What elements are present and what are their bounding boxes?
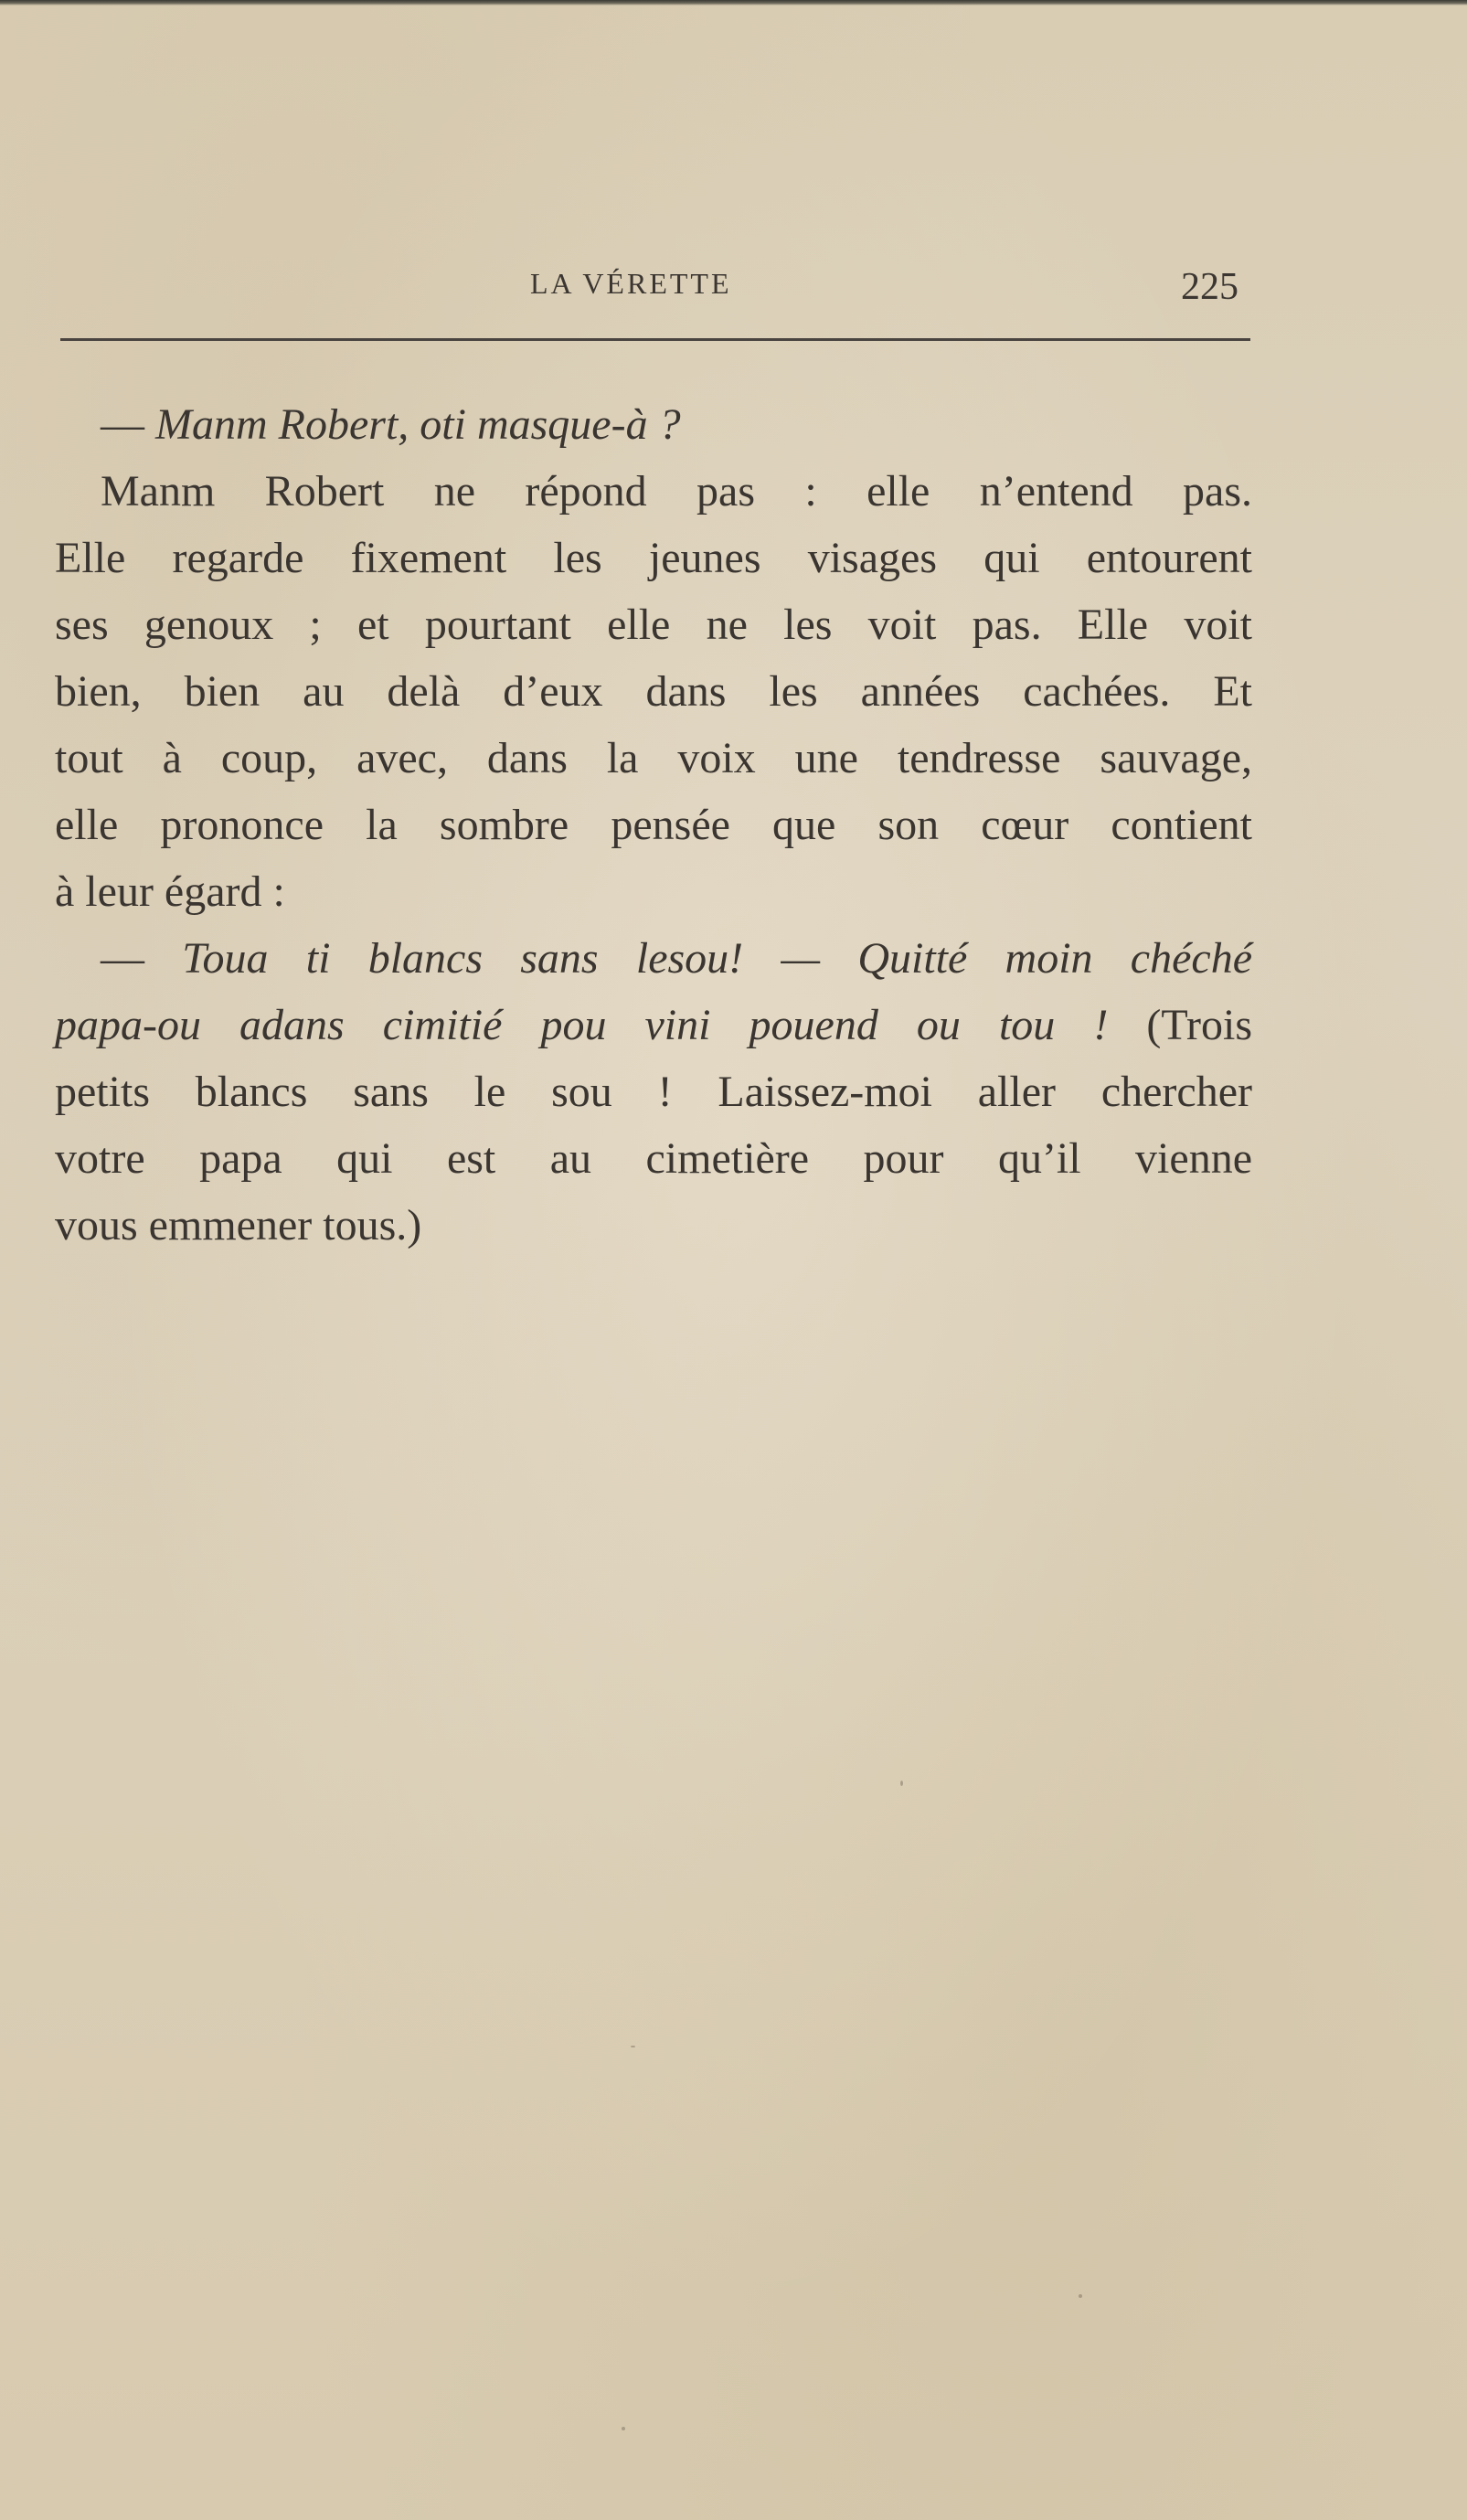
dialogue-dash: — bbox=[101, 934, 183, 983]
text-line: ses genoux ; et pourtant elle ne les voit pas. Elle voit bbox=[55, 601, 1252, 649]
text-line: bien, bien au delà d’eux dans les années cachées. Et bbox=[55, 667, 1252, 716]
paper-speck bbox=[631, 2046, 635, 2047]
french-translation: (Trois bbox=[1146, 1001, 1252, 1049]
text-line: votre papa qui est au cimetière pour qu’il vienne bbox=[55, 1134, 1252, 1183]
text-line bbox=[55, 925, 1252, 992]
paper-speck bbox=[622, 2427, 625, 2430]
creole-quote: Toua ti blancs sans lesou! — Quitté moin chéché bbox=[182, 934, 1253, 983]
running-title: LA VÉRETTE bbox=[530, 267, 732, 300]
text-line bbox=[55, 992, 1252, 1058]
creole-quote: papa-ou adans cimitié pou vini pouend ou tou ! bbox=[55, 1001, 1147, 1049]
page-top-edge bbox=[0, 0, 1467, 5]
text-line: tout à coup, avec, dans la voix une tendresse sauvage, bbox=[55, 734, 1252, 782]
text-line: Manm Robert ne répond pas : elle n’entend pas. bbox=[101, 467, 1252, 516]
body-text bbox=[55, 391, 1252, 1259]
paper-speck bbox=[1079, 2294, 1082, 2298]
text-line: Elle regarde fixement les jeunes visages qui entourent bbox=[55, 534, 1252, 582]
dialogue-dash: — bbox=[101, 400, 155, 449]
text-line bbox=[55, 391, 1252, 458]
creole-quote: Manm Robert, oti masque-à ? bbox=[155, 400, 681, 449]
page-number: 225 bbox=[1181, 266, 1238, 308]
text-line: à leur égard : bbox=[55, 867, 285, 916]
paper-speck bbox=[900, 1781, 903, 1786]
text-line: petits blancs sans le sou ! Laissez-moi aller chercher bbox=[55, 1068, 1252, 1116]
text-line: vous emmener tous.) bbox=[55, 1201, 422, 1249]
text-line: elle prononce la sombre pensée que son cœur contient bbox=[55, 801, 1252, 849]
header-rule bbox=[60, 338, 1250, 341]
